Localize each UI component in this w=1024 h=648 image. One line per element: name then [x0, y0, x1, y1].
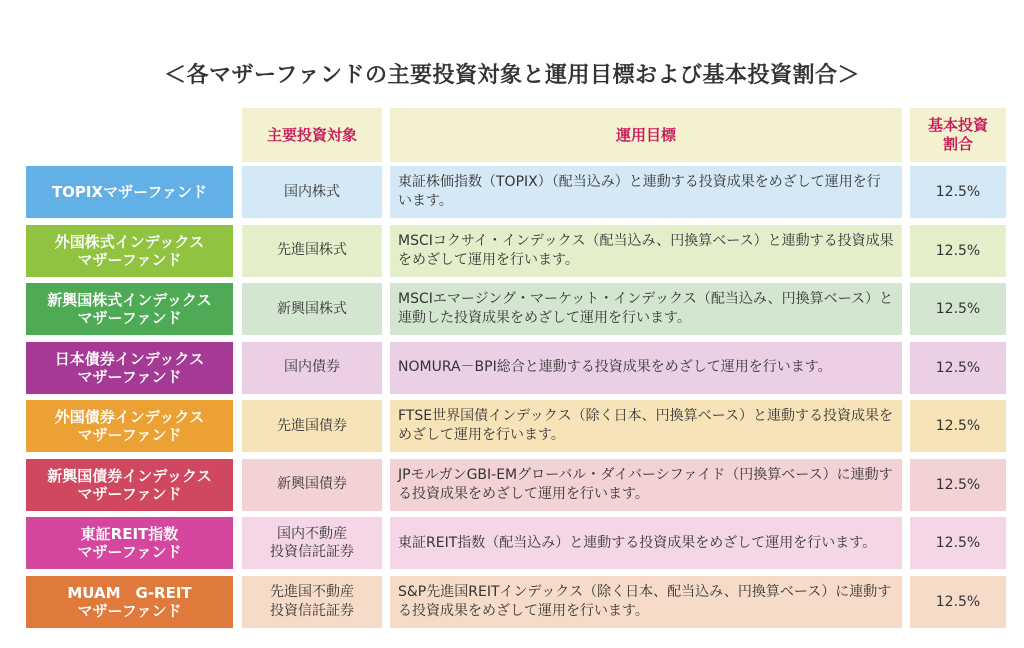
fund-name-label: 新興国債券インデックス マザーファンド	[26, 459, 233, 511]
table-row	[0, 283, 1024, 335]
allocation-ratio-cell: 12.5%	[910, 400, 1006, 452]
main-investment-target-cell: 先進国債券	[242, 400, 382, 452]
allocation-ratio-cell: 12.5%	[910, 225, 1006, 277]
page-title: ＜各マザーファンドの主要投資対象と運用目標および基本投資割合＞	[164, 63, 860, 88]
allocation-ratio-cell: 12.5%	[910, 283, 1006, 335]
main-investment-target-cell: 国内株式	[242, 166, 382, 218]
header-investment-goal: 運用目標	[390, 108, 902, 162]
main-investment-target-cell: 国内不動産 投資信託証券	[242, 517, 382, 569]
fund-name-label: TOPIXマザーファンド	[26, 166, 233, 218]
fund-name-label: 日本債券インデックス マザーファンド	[26, 342, 233, 394]
investment-goal-cell: MSCIコクサイ・インデックス（配当込み、円換算ベース）と連動する投資成果をめざして運用を行います。	[390, 225, 902, 277]
table-row	[0, 576, 1024, 628]
table-row	[0, 342, 1024, 394]
header-basic-allocation-ratio: 基本投資 割合	[910, 108, 1006, 162]
investment-goal-cell: JPモルガンGBI-EMグローバル・ダイバーシファイド（円換算ベース）に連動する投資成果をめざして運用を行います。	[390, 459, 902, 511]
investment-goal-cell: 東証株価指数（TOPIX）（配当込み）と連動する投資成果をめざして運用を行います。	[390, 166, 902, 218]
table-row	[0, 225, 1024, 277]
fund-name-label: MUAM G-REIT マザーファンド	[26, 576, 233, 628]
investment-goal-cell: FTSE世界国債インデックス（除く日本、円換算ベース）と連動する投資成果をめざして運用を行います。	[390, 400, 902, 452]
main-investment-target-cell: 国内債券	[242, 342, 382, 394]
allocation-ratio-cell: 12.5%	[910, 576, 1006, 628]
main-investment-target-cell: 先進国不動産 投資信託証券	[242, 576, 382, 628]
investment-goal-cell: MSCIエマージング・マーケット・インデックス（配当込み、円換算ベース）と連動した投資成果をめざして運用を行います。	[390, 283, 902, 335]
fund-name-label: 外国株式インデックス マザーファンド	[26, 225, 233, 277]
table-row	[0, 459, 1024, 511]
allocation-ratio-cell: 12.5%	[910, 459, 1006, 511]
investment-goal-cell: NOMURA－BPI総合と連動する投資成果をめざして運用を行います。	[390, 342, 902, 394]
allocation-ratio-cell: 12.5%	[910, 342, 1006, 394]
main-investment-target-cell: 新興国株式	[242, 283, 382, 335]
table-row	[0, 400, 1024, 452]
fund-name-label: 新興国株式インデックス マザーファンド	[26, 283, 233, 335]
allocation-ratio-cell: 12.5%	[910, 517, 1006, 569]
table-row	[0, 517, 1024, 569]
investment-goal-cell: 東証REIT指数（配当込み）と連動する投資成果をめざして運用を行います。	[390, 517, 902, 569]
fund-name-label: 東証REIT指数 マザーファンド	[26, 517, 233, 569]
fund-name-label: 外国債券インデックス マザーファンド	[26, 400, 233, 452]
main-investment-target-cell: 先進国株式	[242, 225, 382, 277]
table-row	[0, 166, 1024, 218]
main-investment-target-cell: 新興国債券	[242, 459, 382, 511]
header-main-investment-target: 主要投資対象	[242, 108, 382, 162]
allocation-ratio-cell: 12.5%	[910, 166, 1006, 218]
investment-goal-cell: S&P先進国REITインデックス（除く日本、配当込み、円換算ベース）に連動する投資成果をめざして運用を行います。	[390, 576, 902, 628]
